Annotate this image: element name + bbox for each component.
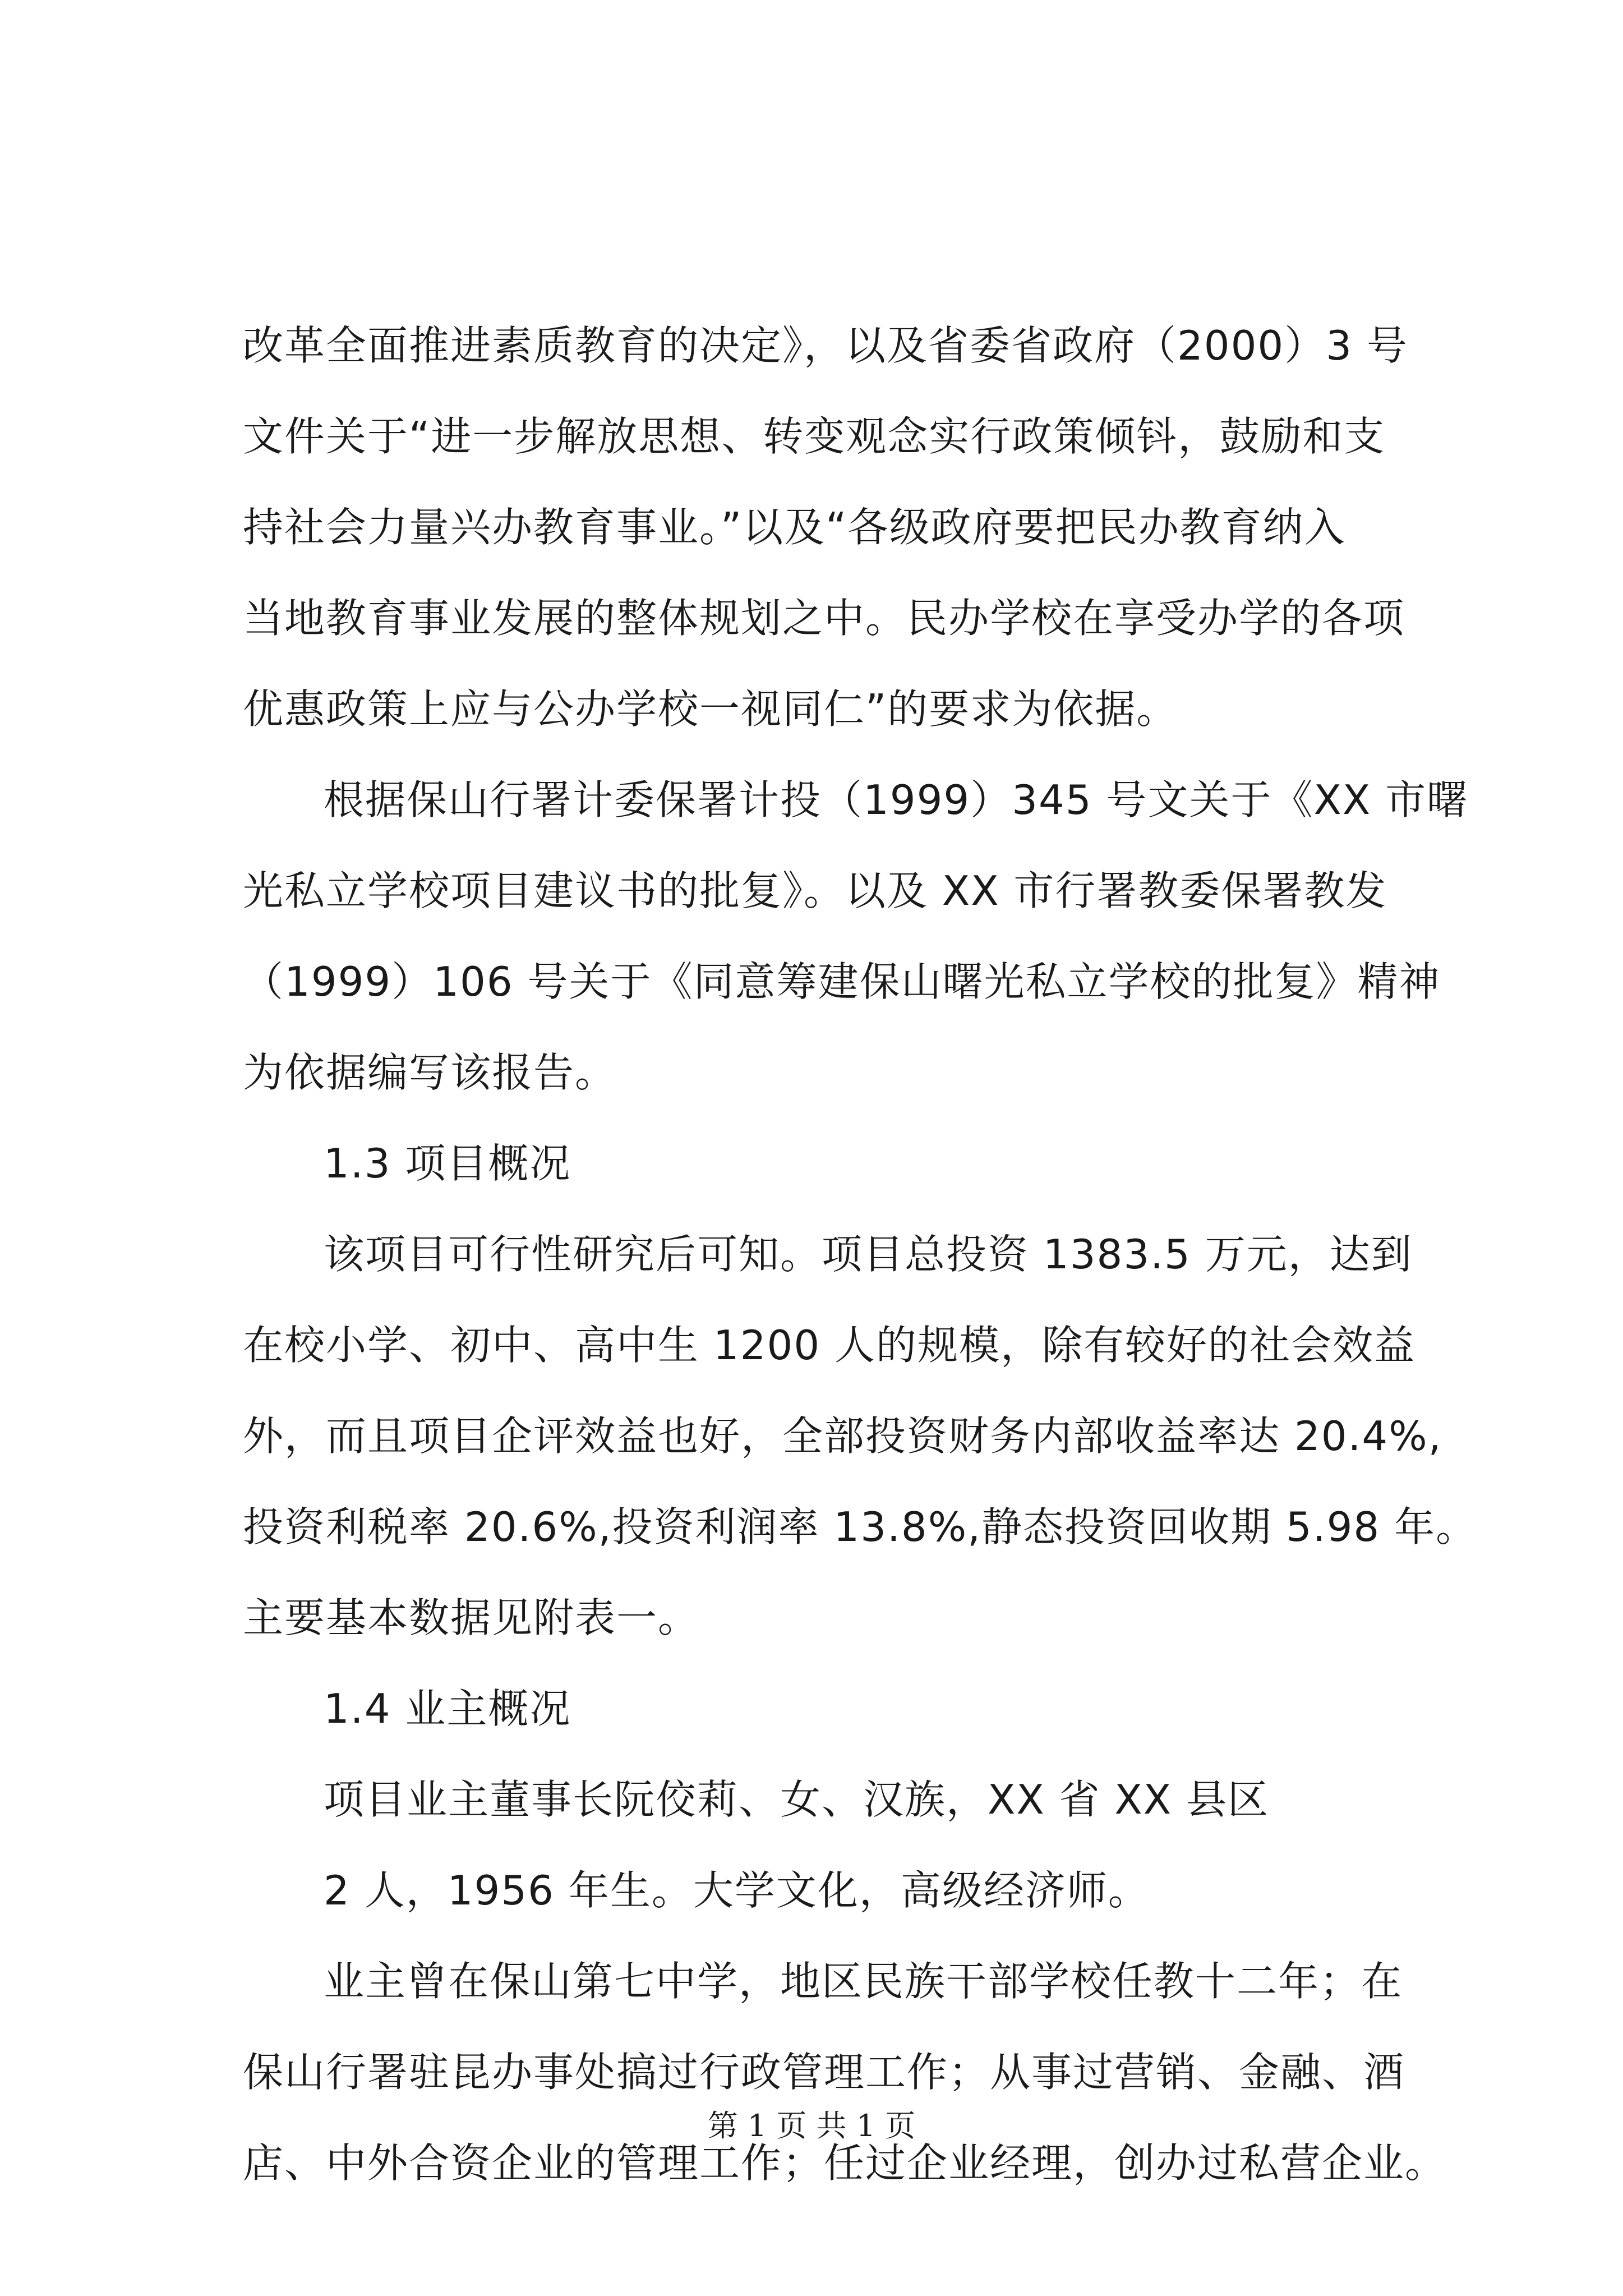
text-line: 持社会力量兴办教育事业。”以及“各级政府要把民办教育纳入 xyxy=(243,504,1346,551)
text-line: 当地教育事业发展的整体规划之中。民办学校在享受办学的各项 xyxy=(243,595,1405,642)
text-line: 光私立学校项目建议书的批复》。以及 XX 市行署教委保署教发 xyxy=(243,867,1387,914)
text-line: （1999）106 号关于《同意筹建保山曙光私立学校的批复》精神 xyxy=(243,958,1441,1005)
paragraph-first-line: 2 人，1956 年生。大学文化，高级经济师。 xyxy=(324,1867,1150,1914)
text-line: 投资利税率 20.6%,投资利润率 13.8%,静态投资回收期 5.98 年。 xyxy=(243,1503,1478,1550)
section-heading: 1.3 项目概况 xyxy=(324,1140,571,1187)
text-line: 外，而且项目企评效益也好，全部投资财务内部收益率达 20.4%, xyxy=(243,1412,1442,1460)
paragraph-first-line: 根据保山行署计委保署计投（1999）345 号文关于《XX 市曙 xyxy=(324,776,1469,823)
page-footer: 第 1 页 共 1 页 xyxy=(707,2108,916,2143)
document-body xyxy=(243,300,1478,2208)
text-line: 优惠政策上应与公办学校一视同仁”的要求为依据。 xyxy=(243,685,1178,733)
text-line: 文件关于“进一步解放思想、转变观念实行政策倾钭，鼓励和支 xyxy=(243,413,1386,460)
text-line: 店、中外合资企业的管理工作；任过企业经理，创办过私营企业。 xyxy=(243,2139,1447,2187)
section-heading: 1.4 业主概况 xyxy=(324,1685,571,1732)
text-line: 为依据编写该报告。 xyxy=(243,1049,617,1096)
paragraph-first-line: 项目业主董事长阮佼莉、女、汉族，XX 省 XX 县区 xyxy=(324,1776,1269,1823)
text-line: 在校小学、初中、高中生 1200 人的规模，除有较好的社会效益 xyxy=(243,1322,1416,1369)
paragraph-first-line: 该项目可行性研究后可知。项目总投资 1383.5 万元，达到 xyxy=(324,1231,1413,1278)
text-line: 保山行署驻昆办事处搞过行政管理工作；从事过营销、金融、酒 xyxy=(243,2049,1405,2096)
text-line: 改革全面推进素质教育的决定》，以及省委省政府（2000）3 号 xyxy=(243,322,1408,369)
paragraph-first-line: 业主曾在保山第七中学，地区民族干部学校任教十二年；在 xyxy=(324,1958,1403,2005)
text-line: 主要基本数据见附表一。 xyxy=(243,1594,700,1641)
